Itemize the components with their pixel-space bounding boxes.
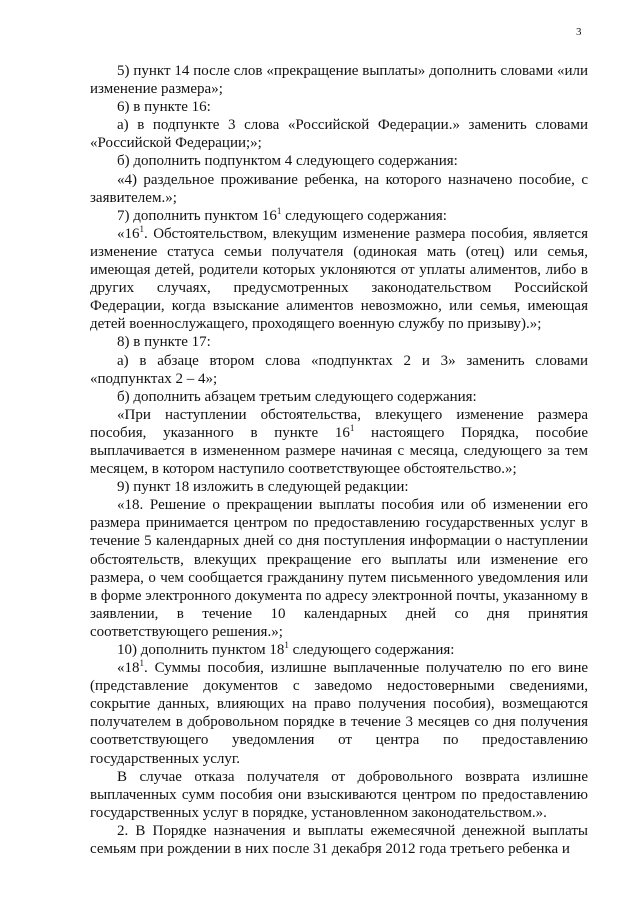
- paragraph: 10) дополнить пунктом $18^1$ следующего содержания:: [117, 640, 455, 658]
- paragraph: б) дополнить абзацем третьим следующего содержания:: [117, 388, 477, 405]
- paragraph: 9) пункт 18 изложить в следующей редакции:: [117, 479, 409, 496]
- page-number: 3: [576, 26, 582, 38]
- paragraph: б) дополнить подпунктом 4 следующего содержания:: [117, 153, 458, 170]
- paragraph: «$18^1$. Суммы пособия, излишне выплаченные получателю по его вине (представление документов с заведомо недостоверными сведениями, сокрытие данных, влияющих на право получения пособия), возмещаются получателем в добровольном порядке в течение 3 месяцев со дня получения соответствующего уведомления от центра по предоставлению государственных услуг.: [90, 658, 588, 767]
- paragraph: «При наступлении обстоятельства, влекущего изменение размера пособия, указанного в пункте $16^1$ настоящего Порядка, пособие выплачивается в измененном размере начиная с месяца, следующего за тем месяцем, в котором наступило соответствующее обстоятельство.»;: [90, 406, 588, 478]
- paragraph: В случае отказа получателя от добровольного возврата излишне выплаченных сумм пособия они взыскиваются центром по предоставлению государственных услуг в порядке, установленном законодательством.».: [90, 768, 588, 821]
- paragraph: а) в подпункте 3 слова «Российской Федерации.» заменить словами «Российской Федерации;»;: [90, 117, 588, 152]
- paragraph: 8) в пункте 17:: [117, 334, 211, 351]
- paragraph: а) в абзаце втором слова «подпунктах 2 и 3» заменить словами «подпунктах 2 – 4»;: [90, 352, 588, 387]
- paragraph: «4) раздельное проживание ребенка, на которого назначено пособие, с заявителем.»;: [90, 171, 588, 206]
- paragraph: 5) пункт 14 после слов «прекращение выплаты» дополнить словами «или изменение размера»;: [90, 63, 588, 98]
- document-body: [90, 62, 588, 858]
- paragraph: 2. В Порядке назначения и выплаты ежемесячной денежной выплаты семьям при рождении в них после 31 декабря 2012 года третьего ребенка и: [90, 822, 588, 858]
- paragraph: 6) в пункте 16:: [117, 99, 211, 116]
- paragraph: «18. Решение о прекращении выплаты пособия или об изменении его размера принимается центром по предоставлению государственных услуг в течение 5 календарных дней со дня поступления информации о наступлении обстоятельств, влекущих прекращение его выплаты или изменение его размера, о чем сообщается гражданину путем письменного уведомления или в форме электронного документа по адресу электронной почты, указанному в заявлении, в течение 10 календарных дней со дня принятия соответствующего решения.»;: [90, 497, 588, 640]
- paragraph: «$16^1$. Обстоятельством, влекущим изменение размера пособия, является изменение статуса семьи получателя (одинокая мать (отец) или семья, имеющая детей, родители которых уклоняются от уплаты алиментов, либо в других случаях, предусмотренных законодательством Российской Федерации, когда взыскание алиментов невозможно, или семья, имеющая детей военнослужащего, проходящего военную службу по призыву).»;: [90, 223, 588, 333]
- paragraph: 7) дополнить пунктом $16^1$ следующего содержания:: [117, 205, 447, 224]
